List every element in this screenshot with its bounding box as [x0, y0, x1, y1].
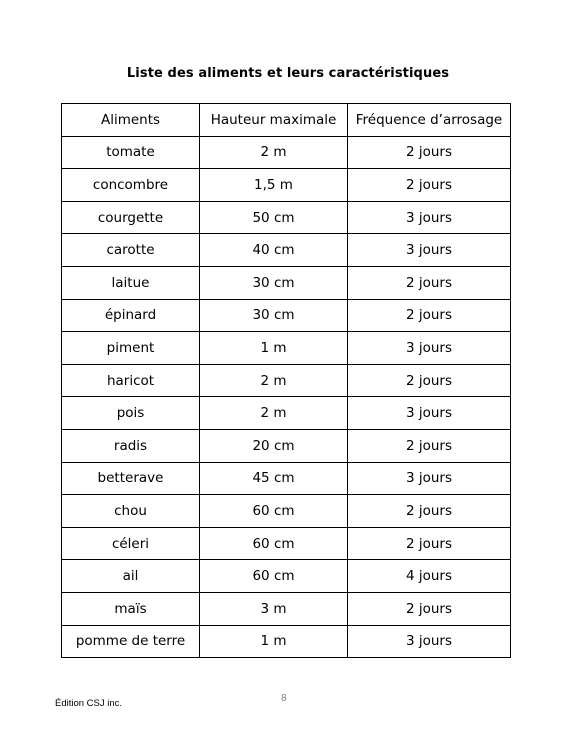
cell-arrosage: 2 jours — [348, 495, 511, 528]
cell-aliment: pomme de terre — [62, 625, 200, 658]
cell-arrosage: 3 jours — [348, 332, 511, 365]
cell-arrosage: 3 jours — [348, 234, 511, 267]
cell-arrosage: 3 jours — [348, 462, 511, 495]
cell-arrosage: 2 jours — [348, 266, 511, 299]
table-row — [62, 560, 511, 593]
cell-hauteur: 1 m — [200, 625, 348, 658]
cell-arrosage: 2 jours — [348, 364, 511, 397]
cell-aliment: haricot — [62, 364, 200, 397]
cell-hauteur: 20 cm — [200, 429, 348, 462]
cell-hauteur: 3 m — [200, 592, 348, 625]
table-row — [62, 462, 511, 495]
cell-hauteur: 45 cm — [200, 462, 348, 495]
cell-aliment: maïs — [62, 592, 200, 625]
table-header-row — [62, 104, 511, 137]
page-title: Liste des aliments et leurs caractéristiques — [126, 66, 450, 81]
table-row — [62, 299, 511, 332]
cell-arrosage: 2 jours — [348, 136, 511, 169]
cell-aliment: pois — [62, 397, 200, 430]
table-row — [62, 332, 511, 365]
cell-arrosage: 3 jours — [348, 201, 511, 234]
food-table — [61, 103, 511, 658]
table-row — [62, 592, 511, 625]
cell-aliment: laitue — [62, 266, 200, 299]
table-row — [62, 364, 511, 397]
cell-hauteur: 60 cm — [200, 527, 348, 560]
table-row — [62, 234, 511, 267]
table-row — [62, 201, 511, 234]
table-row — [62, 169, 511, 202]
cell-hauteur: 40 cm — [200, 234, 348, 267]
table-row — [62, 397, 511, 430]
table-body — [62, 136, 511, 658]
cell-aliment: épinard — [62, 299, 200, 332]
cell-hauteur: 60 cm — [200, 495, 348, 528]
cell-arrosage: 2 jours — [348, 299, 511, 332]
cell-aliment: piment — [62, 332, 200, 365]
cell-hauteur: 30 cm — [200, 266, 348, 299]
cell-arrosage: 2 jours — [348, 169, 511, 202]
cell-arrosage: 2 jours — [348, 429, 511, 462]
cell-hauteur: 2 m — [200, 397, 348, 430]
cell-aliment: chou — [62, 495, 200, 528]
cell-aliment: tomate — [62, 136, 200, 169]
page-number: 8 — [281, 693, 287, 704]
cell-arrosage: 4 jours — [348, 560, 511, 593]
table-row — [62, 266, 511, 299]
column-header-hauteur: Hauteur maximale — [200, 104, 348, 137]
table-row — [62, 495, 511, 528]
cell-hauteur: 50 cm — [200, 201, 348, 234]
cell-arrosage: 2 jours — [348, 592, 511, 625]
table-row — [62, 527, 511, 560]
cell-hauteur: 60 cm — [200, 560, 348, 593]
cell-aliment: carotte — [62, 234, 200, 267]
cell-arrosage: 2 jours — [348, 527, 511, 560]
table-row — [62, 625, 511, 658]
cell-hauteur: 30 cm — [200, 299, 348, 332]
cell-hauteur: 1,5 m — [200, 169, 348, 202]
table-row — [62, 429, 511, 462]
column-header-aliments: Aliments — [62, 104, 200, 137]
cell-aliment: ail — [62, 560, 200, 593]
cell-aliment: radis — [62, 429, 200, 462]
cell-hauteur: 2 m — [200, 136, 348, 169]
cell-hauteur: 1 m — [200, 332, 348, 365]
cell-aliment: céleri — [62, 527, 200, 560]
table-row — [62, 136, 511, 169]
cell-aliment: betterave — [62, 462, 200, 495]
column-header-arrosage: Fréquence d’arrosage — [348, 104, 511, 137]
cell-aliment: concombre — [62, 169, 200, 202]
publisher-footer: Édition CSJ inc. — [55, 698, 123, 709]
cell-aliment: courgette — [62, 201, 200, 234]
cell-arrosage: 3 jours — [348, 397, 511, 430]
cell-arrosage: 3 jours — [348, 625, 511, 658]
cell-hauteur: 2 m — [200, 364, 348, 397]
